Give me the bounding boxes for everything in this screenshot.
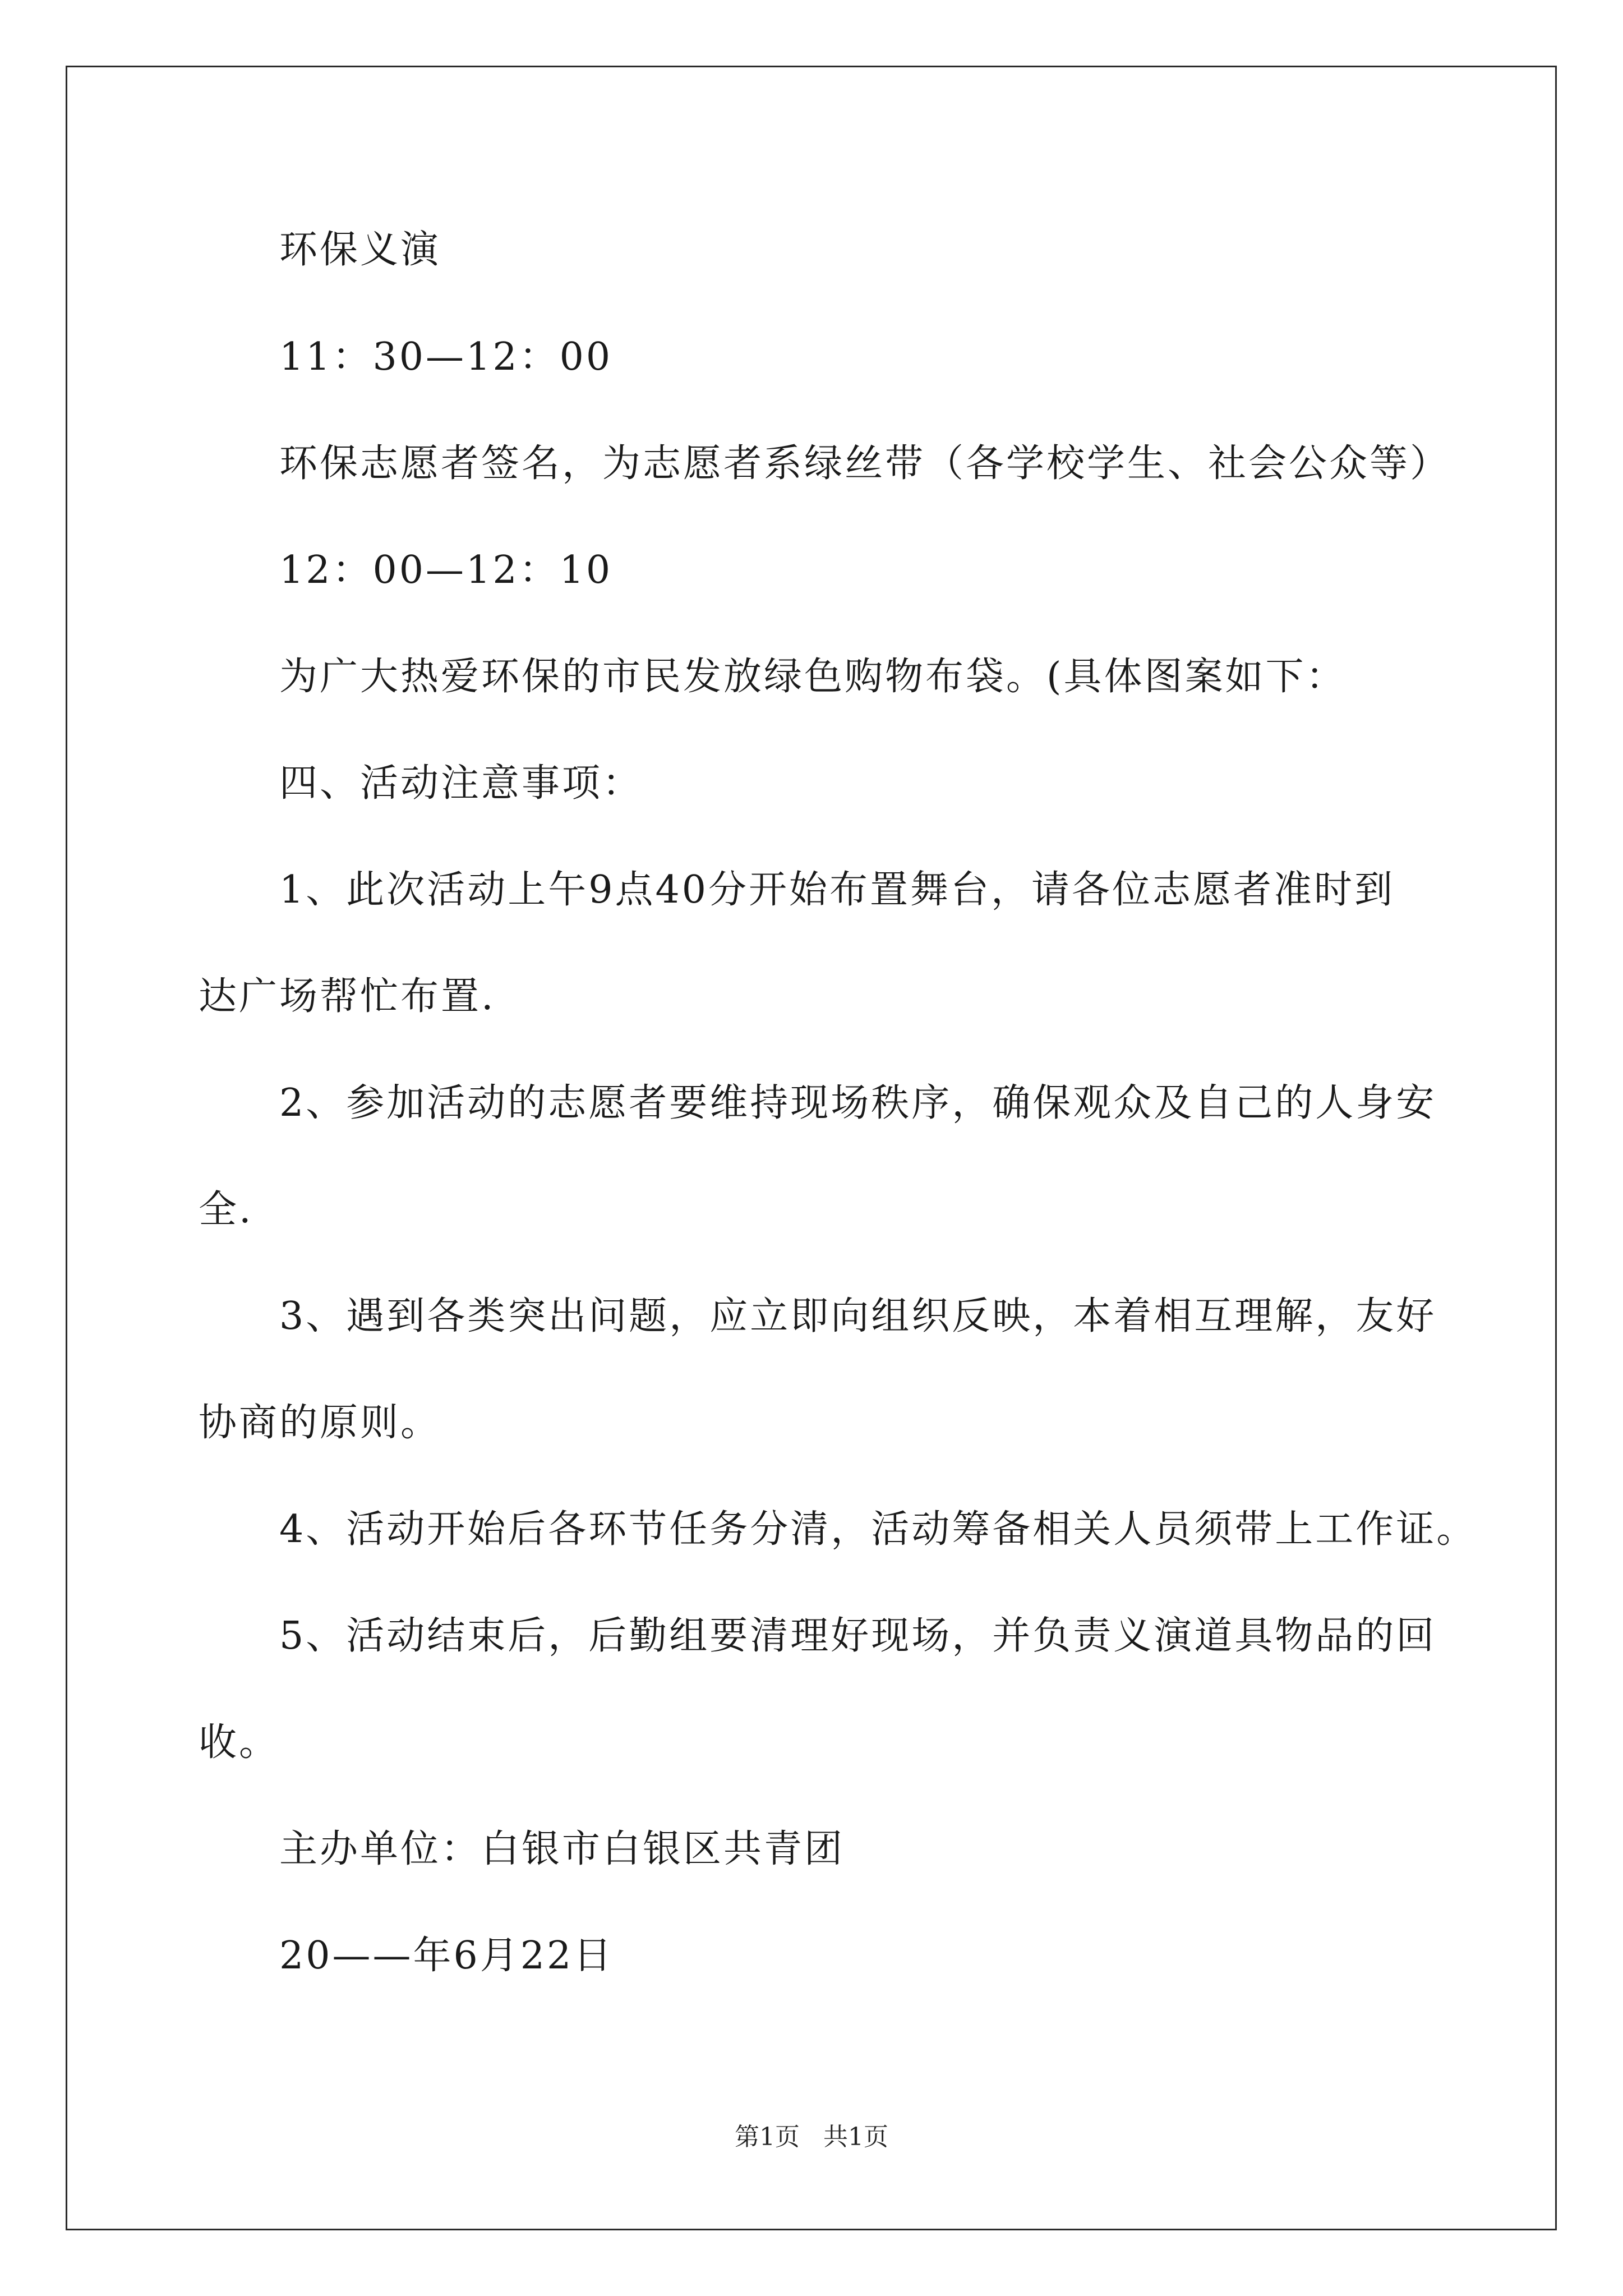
note-3-line-1: 3、遇到各类突出问题，应立即向组织反映，本着相互理解，友好 <box>279 1294 1437 1338</box>
note-1-line-1: 1、此次活动上午9点40分开始布置舞台，请各位志愿者准时到 <box>279 868 1395 912</box>
performance-heading: 环保义演 <box>279 228 441 272</box>
note-1-line-2: 达广场帮忙布置. <box>199 974 496 1019</box>
note-3-line-2: 协商的原则。 <box>199 1401 441 1445</box>
note-2-line-1: 2、参加活动的志愿者要维持现场秩序，确保观众及自己的人身安 <box>279 1081 1437 1125</box>
note-5-line-2: 收。 <box>199 1720 280 1765</box>
time-slot-1: 11：30—12：00 <box>279 335 613 379</box>
section-heading-notes: 四、活动注意事项： <box>279 761 643 806</box>
note-4: 4、活动开始后各环节任务分清，活动筹备相关人员须带上工作证。 <box>279 1507 1477 1552</box>
time-slot-2: 12：00—12：10 <box>279 548 613 592</box>
page-number-footer: 第1页 共1页 <box>735 2123 888 2151</box>
note-2-line-2: 全. <box>199 1188 253 1232</box>
note-5-line-1: 5、活动结束后，后勤组要清理好现场，并负责义演道具物品的回 <box>279 1614 1437 1658</box>
date-line: 20——年6月22日 <box>279 1934 614 1978</box>
volunteer-signing-line: 环保志愿者签名，为志愿者系绿丝带（各学校学生、社会公众等） <box>279 441 1451 486</box>
organizer-line: 主办单位：白银市白银区共青团 <box>279 1827 845 1871</box>
bag-distribution-line: 为广大热爱环保的市民发放绿色购物布袋。(具体图案如下： <box>279 655 1347 699</box>
page-border <box>66 66 1557 2230</box>
